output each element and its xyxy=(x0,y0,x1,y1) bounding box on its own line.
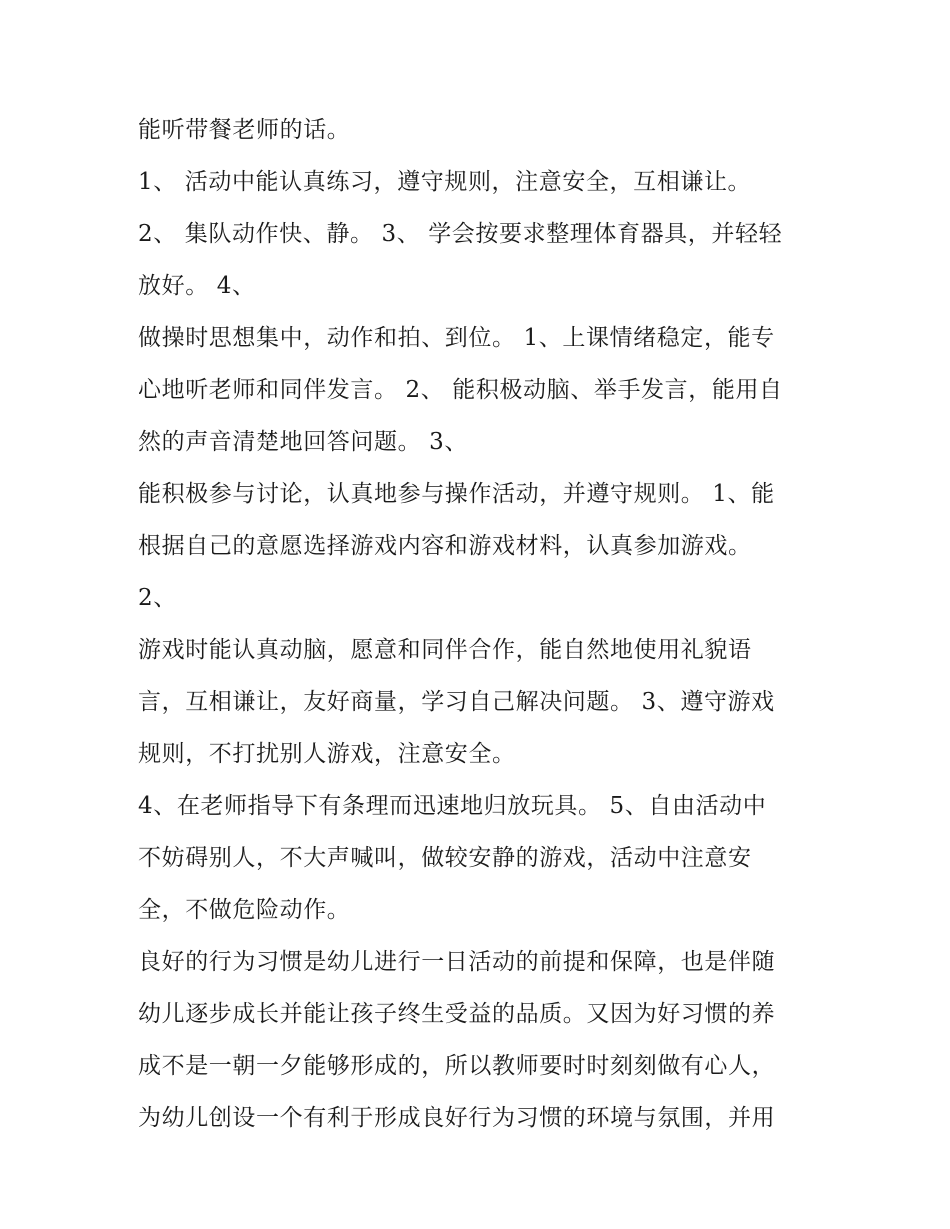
text-line: 根据自己的意愿选择游戏内容和游戏材料，认真参加游戏。 xyxy=(138,533,752,559)
text-line: 能听带餐老师的话。 xyxy=(138,117,351,143)
text-line: 不妨碍别人，不大声喊叫，做较安静的游戏，活动中注意安 xyxy=(138,845,752,871)
text-line: 全，不做危险动作。 xyxy=(138,897,351,923)
text-line: 游戏时能认真动脑，愿意和同伴合作，能自然地使用礼貌语 xyxy=(138,637,752,663)
text-line: 然的声音清楚地回答问题。 3、 xyxy=(138,429,468,455)
text-line: 成不是一朝一夕能够形成的，所以教师要时时刻刻做有心人， xyxy=(138,1053,776,1079)
text-line: 为幼儿创设一个有利于形成良好行为习惯的环境与氛围，并用 xyxy=(138,1105,776,1131)
text-line: 能积极参与讨论，认真地参与操作活动，并遵守规则。 1、能 xyxy=(138,481,775,507)
text-line: 4、在老师指导下有条理而迅速地归放玩具。 5、自由活动中 xyxy=(138,793,767,819)
text-line: 2、 集队动作快、静。 3、 学会按要求整理体育器具，并轻轻 xyxy=(138,221,783,247)
text-line: 放好。 4、 xyxy=(138,273,256,299)
document-body xyxy=(138,104,818,1144)
text-line: 2、 xyxy=(138,585,177,611)
text-line: 1、 活动中能认真练习，遵守规则，注意安全，互相谦让。 xyxy=(138,169,752,195)
text-line: 幼儿逐步成长并能让孩子终生受益的品质。又因为好习惯的养 xyxy=(138,1001,776,1027)
text-line: 言，互相谦让，友好商量，学习自己解决问题。 3、遵守游戏 xyxy=(138,689,775,715)
text-line: 心地听老师和同伴发言。 2、 能积极动脑、举手发言，能用自 xyxy=(138,377,783,403)
text-line: 规则，不打扰别人游戏，注意安全。 xyxy=(138,741,516,767)
text-line: 良好的行为习惯是幼儿进行一日活动的前提和保障，也是伴随 xyxy=(138,949,776,975)
text-line: 做操时思想集中，动作和拍、到位。 1、上课情绪稳定，能专 xyxy=(138,325,775,351)
